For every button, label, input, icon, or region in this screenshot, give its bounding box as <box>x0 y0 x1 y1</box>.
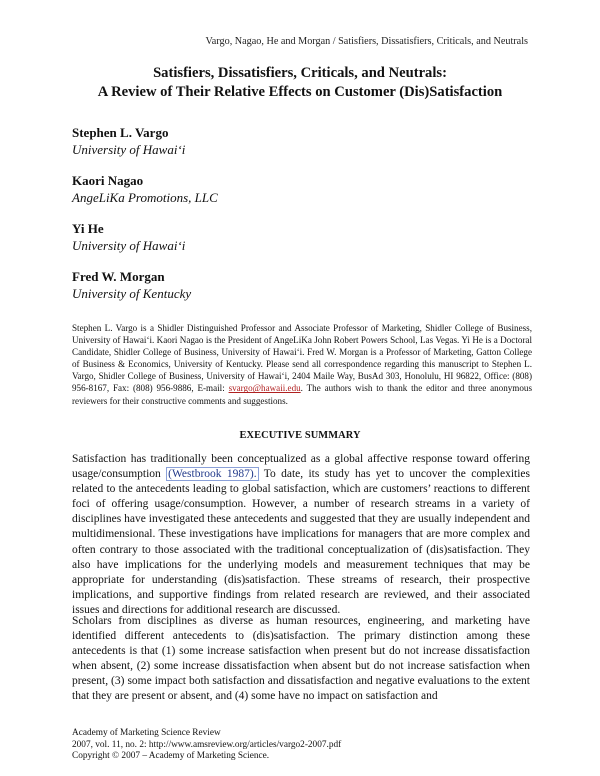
author-name: Yi He <box>72 221 104 236</box>
page-footer <box>72 728 532 763</box>
author-affiliation: University of Kentucky <box>72 286 192 301</box>
footer-volume: 2007, vol. 11, no. 2: http://www.amsreview.org/articles/vargo2-2007.pdf <box>72 739 342 750</box>
title-line-1: Satisfiers, Dissatisfiers, Criticals, and Neutrals: <box>153 65 447 81</box>
author-name: Kaori Nagao <box>72 173 144 188</box>
author-affiliation: University of Hawai‘i <box>72 142 186 157</box>
author-block <box>72 220 532 254</box>
citation-link[interactable]: (Westbrook 1987). <box>168 468 257 481</box>
author-name: Stephen L. Vargo <box>72 125 169 140</box>
author-block <box>72 172 532 206</box>
paragraph-text-end: To date, its study has yet to uncover the complexities related to the antecedents leading to global satisfaction, which are customers’ reactions to different foci of offering usage/consumption. However, a number of research streams in a variety of disciplines have investigated these antecedents and suggested that they are usually independent and multidimensional. These investigations have implications for managers that are more complex and often contrary to those associated with the traditional conceptualization of (dis)satisfaction. They also have implications for the underlying models and measurement techniques that may be appropriate for understanding (dis)satisfaction. These streams of research, their prospective implications, and supportive findings from related research are reviewed, and their associated issues and directions for additional research are discussed. <box>72 468 530 616</box>
paper-title <box>0 64 600 102</box>
section-heading: EXECUTIVE SUMMARY <box>239 430 361 441</box>
footer-journal: Academy of Marketing Science Review <box>72 728 221 738</box>
running-head: Vargo, Nagao, He and Morgan / Satisfiers, Dissatisfiers, Criticals, and Neutrals <box>205 36 528 47</box>
footnote-text: Stephen L. Vargo is a Shidler Distinguished Professor and Associate Professor of Marketing, Shidler College of Business, University of Hawai‘i. Kaori Nagao is the President of AngeLiKa John Robert Powers School, Las Vegas. Yi He is a Doctoral Candidate, Shidler College of Business, University of Hawai‘i. Fred W. Morgan is a Professor of Marketing, Gatton College of Business & Economics, University of Kentucky. Please send all correspondence regarding this manuscript to Stephen L. Vargo, Shidler College of Business, University of Hawai‘i, 2404 Maile Way, BusAd 303, Honolulu, HI 96822, Office: (808) 956-8167, Fax: (808) 956-9886, E-mail: <box>72 323 532 394</box>
footnote-text-end: . The authors wish to thank the editor and three anonymous reviewers for their constructive comments and suggestions. <box>72 383 533 406</box>
body-paragraph-2: Scholars from disciplines as diverse as human resources, engineering, and marketing have identified different antecedents to (dis)satisfaction. The primary distinction among these antecedents is that (1) some increase satisfaction when present but do not increase dissatisfaction when absent, (2) some increase dissatisfaction when absent but do not increase satisfaction when present, (3) some impact both satisfaction and dissatisfaction and negative evaluations to the extent that they are present or absent, and (4) some have no impact on satisfaction and <box>72 615 530 703</box>
email-link[interactable]: svargo@hawaii.edu <box>228 383 301 394</box>
author-list <box>72 124 532 316</box>
footer-copyright: Copyright © 2007 – Academy of Marketing Science. <box>72 751 270 762</box>
author-name: Fred W. Morgan <box>72 269 165 284</box>
body-paragraph-1 <box>72 452 530 618</box>
author-block <box>72 268 532 302</box>
author-footnote <box>72 322 532 407</box>
author-affiliation: University of Hawai‘i <box>72 238 186 253</box>
paragraph-text: Satisfaction has traditionally been conceptualized as a global affective response toward offering usage/consumption <box>72 453 530 481</box>
author-affiliation: AngeLiKa Promotions, LLC <box>72 190 218 205</box>
title-line-2: A Review of Their Relative Effects on Customer (Dis)Satisfaction <box>97 84 503 100</box>
author-block <box>72 124 532 158</box>
